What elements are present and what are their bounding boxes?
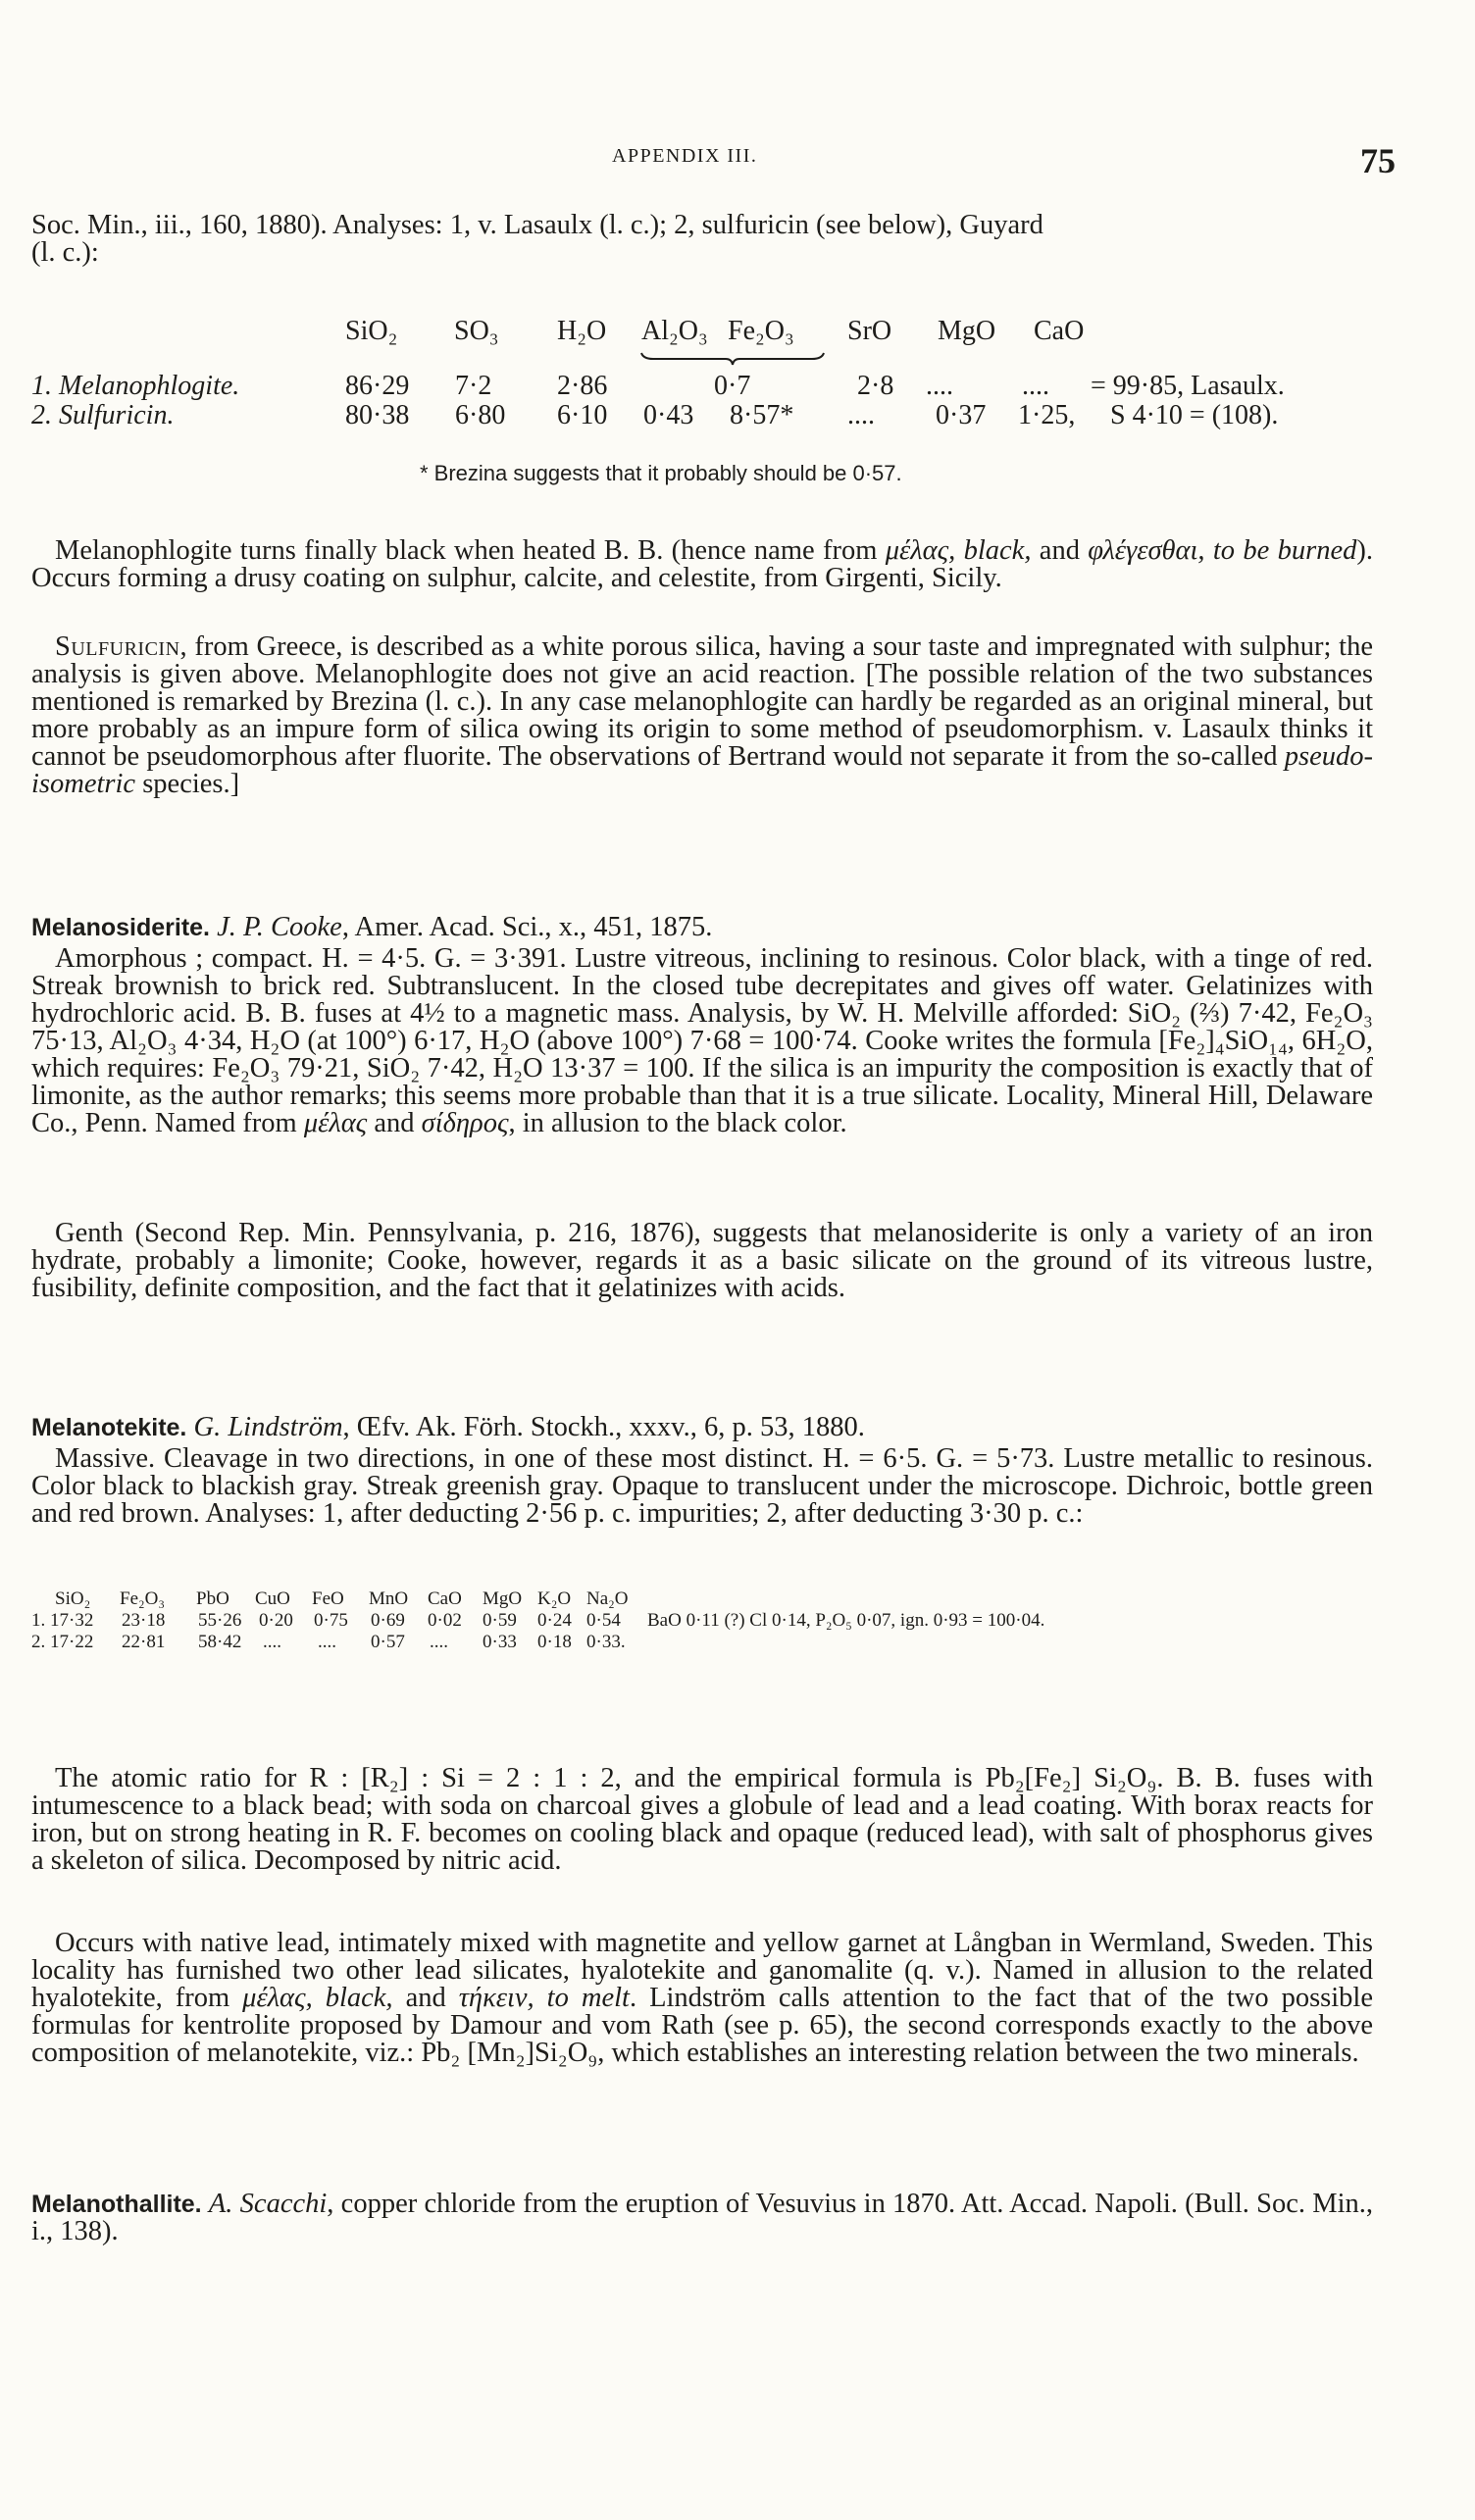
- table1-row2-fe2o3: 8·57*: [730, 400, 794, 430]
- melanotekite-author: G. Lindström: [193, 1412, 343, 1442]
- melanophlogite-text-a: Melanophlogite turns finally black when heated B. B. (hence name from: [55, 535, 886, 566]
- table2-r1-c5: 0·69: [371, 1610, 405, 1631]
- table2-col-cao: CaO: [428, 1588, 462, 1609]
- table2-col-feo: FeO: [312, 1588, 344, 1609]
- melanosiderite-p1-b: and: [367, 1108, 422, 1138]
- melanotekite-heading: [31, 1414, 1373, 1441]
- table1-row1-alfe: 0·7: [714, 371, 751, 401]
- table1-row2-so3: 6·80: [455, 400, 506, 430]
- table2-col-cuo: CuO: [255, 1588, 290, 1609]
- table2-r2-c3: ....: [263, 1632, 281, 1652]
- table2-r1-c0: 1. 17·32: [31, 1610, 94, 1631]
- table1-row1-sio2: 86·29: [345, 371, 410, 401]
- melanosiderite-greek-1: μέλας: [303, 1108, 368, 1138]
- table1-row2-cao: 1·25,: [1018, 400, 1076, 430]
- table1-row2-label: 2. Sulfuricin.: [31, 400, 175, 430]
- table2-r1-c7: 0·59: [483, 1610, 517, 1631]
- table1-row2-total: S 4·10 = (108).: [1110, 400, 1279, 430]
- table1-col-h2o: H₂O: [557, 316, 607, 346]
- table1-col-fe2o3: Fe₂O₃: [728, 316, 794, 346]
- melanosiderite-paragraph-1: [31, 945, 1373, 1137]
- melanothallite-title: Melanothallite.: [31, 2191, 202, 2218]
- table2-col-fe2o3: Fe₂O₃: [120, 1588, 165, 1609]
- melanotekite-paragraph-3: [31, 1930, 1373, 2067]
- table2-r2-c9: 0·33.: [586, 1632, 626, 1652]
- intro-line: [31, 212, 1373, 267]
- table2-header: [31, 1588, 1373, 1610]
- table2-r1-c9: 0·54: [586, 1610, 621, 1631]
- intro-line-1: Soc. Min., iii., 160, 1880). Analyses: 1, v. Lasaulx (l. c.); 2, sulfuricin (see below), Guyard: [31, 210, 1043, 240]
- table1-row1-cao: ....: [1022, 371, 1049, 401]
- table2-r1-c6: 0·02: [428, 1610, 462, 1631]
- melanosiderite-p1-c: , in allusion to the black color.: [508, 1108, 847, 1138]
- melanotekite-title: Melanotekite.: [31, 1414, 187, 1441]
- table1-row-1: [31, 371, 1373, 400]
- page-number: 75: [1360, 141, 1396, 180]
- table2-r1-c8: 0·24: [537, 1610, 572, 1631]
- table2-col-k2o: K₂O: [537, 1588, 572, 1609]
- melanosiderite-paragraph-2: Genth (Second Rep. Min. Pennsylvania, p. 216, 1876), suggests that melanosiderite is only a variety of an iron hydrate, probably a limonite; Cooke, however, regards it as a basic silicate on the ground of its vitreous lustre, fusibility, definite composition, and the fact that it gelatinizes with acids.: [31, 1218, 1373, 1303]
- melanotekite-paragraph-1: Massive. Cleavage in two directions, in one of these most distinct. H. = 6·5. G. = 5·73. Lustre metallic to resinous. Color black to blackish gray. Streak greenish gray. Opaque to translucent under the microscope. Dichroic, bottle green and red brown. Analyses: 1, after deducting 2·56 p. c. impurities; 2, after deducting 3·30 p. c.:: [31, 1443, 1373, 1529]
- melanotekite-greek-1: μέλας, black,: [242, 1983, 393, 2013]
- table2-r1-extra: BaO 0·11 (?) Cl 0·14, P₂O₅ 0·07, ign. 0·93 = 100·04.: [647, 1610, 1045, 1631]
- table1-row2-sio2: 80·38: [345, 400, 410, 430]
- melanophlogite-paragraph: [31, 537, 1373, 592]
- table1-row1-h2o: 2·86: [557, 371, 608, 401]
- table2-r1-c4: 0·75: [314, 1610, 348, 1631]
- table2-col-na2o: Na₂O: [586, 1588, 629, 1609]
- sulfuricin-name: Sulfuricin: [55, 631, 180, 662]
- melanotekite-greek-2: τήκειν, to melt: [458, 1983, 630, 2013]
- table2-r2-c8: 0·18: [537, 1632, 572, 1652]
- table2-r1-c3: 0·20: [259, 1610, 293, 1631]
- table1-row2-h2o: 6·10: [557, 400, 608, 430]
- melanothallite-author: A. Scacchi: [208, 2189, 328, 2219]
- sulfuricin-paragraph: [31, 633, 1373, 798]
- melanophlogite-text-b: and: [1031, 535, 1089, 566]
- table1-row1-label: 1. Melanophlogite.: [31, 371, 240, 401]
- melanotekite-ref: , Œfv. Ak. Förh. Stockh., xxxv., 6, p. 53, 1880.: [342, 1412, 865, 1442]
- table1-col-sro: SrO: [847, 316, 892, 346]
- table1-col-al2o3: Al₂O₃: [641, 316, 708, 346]
- melanosiderite-p1-a: Amorphous ; compact. H. = 4·5. G. = 3·391. Lustre vitreous, inclining to resinous. Color black, with a tinge of red. Streak brownish to brick red. Subtranslucent. In the closed tube decrepitates and gives off water. Gelatinizes with hydrochloric acid. B. B. fuses at 4½ to a magnetic mass. Analysis, by W. H. Melville afforded: SiO₂ (⅔) 7·42, Fe₂O₃ 75·13, Al₂O₃ 4·34, H₂O (at 100°) 6·17, H₂O (above 100°) 7·68 = 100·74. Cooke writes the formula [Fe₂]₄SiO₁₄, 6H₂O, which requires: Fe₂O₃ 79·21, SiO₂ 7·42, H₂O 13·37 = 100. If the silica is an impurity the composition is exactly that of limonite, as the author remarks; this seems more probable than that it is a true silicate. Locality, Mineral Hill, Delaware Co., Penn. Named from: [31, 943, 1373, 1138]
- melanosiderite-author: J. P. Cooke: [217, 912, 342, 942]
- melanotekite-p3-c: . Lindström calls attention to the fact that of the two possible formulas for kentrolite proposed by Damour and vom Rath (see p. 65), the second corresponds exactly to the above composition of melanotekite, viz.: Pb₂ [Mn₂]Si₂O₉, which establishes an interesting relation between the two minerals.: [31, 1983, 1373, 2068]
- table1-row1-so3: 7·2: [455, 371, 492, 401]
- melanophlogite-text-c: ). Occurs forming a drusy coating on sulphur, calcite, and celestite, from Girgenti, Sicily.: [31, 535, 1373, 593]
- table1-row1-total: = 99·85, Lasaulx.: [1091, 371, 1285, 401]
- table1-brace: [639, 349, 826, 369]
- table2-col-pbo: PbO: [196, 1588, 229, 1609]
- melanosiderite-title: Melanosiderite.: [31, 914, 210, 941]
- table2-row-2: [31, 1632, 1373, 1653]
- table1-col-so3: SO₃: [454, 316, 499, 346]
- table1-row2-al2o3: 0·43: [643, 400, 694, 430]
- table2-r1-c1: 23·18: [122, 1610, 166, 1631]
- table1-col-mgo: MgO: [938, 316, 996, 346]
- table2: [31, 1588, 1373, 1657]
- melanosiderite-ref: , Amer. Acad. Sci., x., 451, 1875.: [341, 912, 713, 942]
- melanophlogite-greek-1: μέλας, black,: [885, 535, 1032, 566]
- melanosiderite-heading: [31, 914, 1373, 941]
- melanosiderite-greek-2: σίδηρος: [421, 1108, 509, 1138]
- melanothallite-text: , copper chloride from the eruption of Vesuvius in 1870. Att. Accad. Napoli. (Bull. Soc. Min., i., 138).: [31, 2189, 1373, 2246]
- table1-col-sio2: SiO₂: [345, 316, 398, 346]
- table1-footnote: * Brezina suggests that it probably should be 0·57.: [420, 461, 902, 485]
- melanothallite-paragraph: [31, 2191, 1373, 2245]
- table1-row1-mgo: ....: [926, 371, 953, 401]
- melanophlogite-greek-2: φλέγεσθαι, to be burned: [1088, 535, 1357, 566]
- table2-r2-c6: ....: [430, 1632, 448, 1652]
- table2-col-sio2: SiO₂: [55, 1588, 91, 1609]
- melanotekite-p3-a: Occurs with native lead, intimately mixed with magnetite and yellow garnet at Långban in Wermland, Sweden. This locality has furnished two other lead silicates, hyalotekite and ganomalite (q. v.). Named in allusion to the related hyalotekite, from: [31, 1928, 1373, 2013]
- table2-r1-c2: 55·26: [198, 1610, 242, 1631]
- sulfuricin-text: , from Greece, is described as a white porous silica, having a sour taste and impregnated with sulphur; the analysis is given above. Melanophlogite does not give an acid reaction. [The possible relation of the two substances mentioned is remarked by Brezina (l. c.). In any case melanophlogite can hardly be regarded as an original mineral, but more probably as an impure form of silica owing its origin to some method of pseudomorphism. v. Lasaulx thinks it cannot be pseudomorphous after fluorite. The observations of Bertrand would not separate it from the so-called: [31, 631, 1373, 772]
- table1-header: [31, 316, 1373, 345]
- table2-r2-c5: 0·57: [371, 1632, 405, 1652]
- melanotekite-p3-b: and: [392, 1983, 459, 2013]
- table1-row2-mgo: 0·37: [936, 400, 987, 430]
- table2-r2-c2: 58·42: [198, 1632, 242, 1652]
- table2-col-mgo: MgO: [483, 1588, 523, 1609]
- sulfuricin-text-end: species.]: [135, 769, 240, 799]
- table2-r2-c4: ....: [318, 1632, 336, 1652]
- table2-r2-c0: 2. 17·22: [31, 1632, 94, 1652]
- table1-row-2: [31, 400, 1373, 429]
- table1-col-cao: CaO: [1034, 316, 1085, 346]
- intro-line-2: (l. c.):: [31, 237, 99, 268]
- table1-row1-sro: 2·8: [857, 371, 894, 401]
- table2-col-mno: MnO: [369, 1588, 409, 1609]
- table1-row2-sro: ....: [847, 400, 875, 430]
- table2-r2-c1: 22·81: [122, 1632, 166, 1652]
- sulfuricin-italic: pseudo-isometric: [31, 741, 1373, 799]
- melanotekite-paragraph-2: The atomic ratio for R : [R₂] : Si = 2 : 1 : 2, and the empirical formula is Pb₂[Fe₂] Si₂O₉. B. B. fuses with intumescence to a black bead; with soda on charcoal gives a globule of lead and a lead coating. With borax reacts for iron, but on strong heating in R. F. becomes on cooling black and opaque (reduced lead), with salt of phosphorus gives a skeleton of silica. Decomposed by nitric acid.: [31, 1763, 1373, 1876]
- table2-r2-c7: 0·33: [483, 1632, 517, 1652]
- table2-row-1: [31, 1610, 1373, 1632]
- running-head: APPENDIX III.: [612, 145, 758, 167]
